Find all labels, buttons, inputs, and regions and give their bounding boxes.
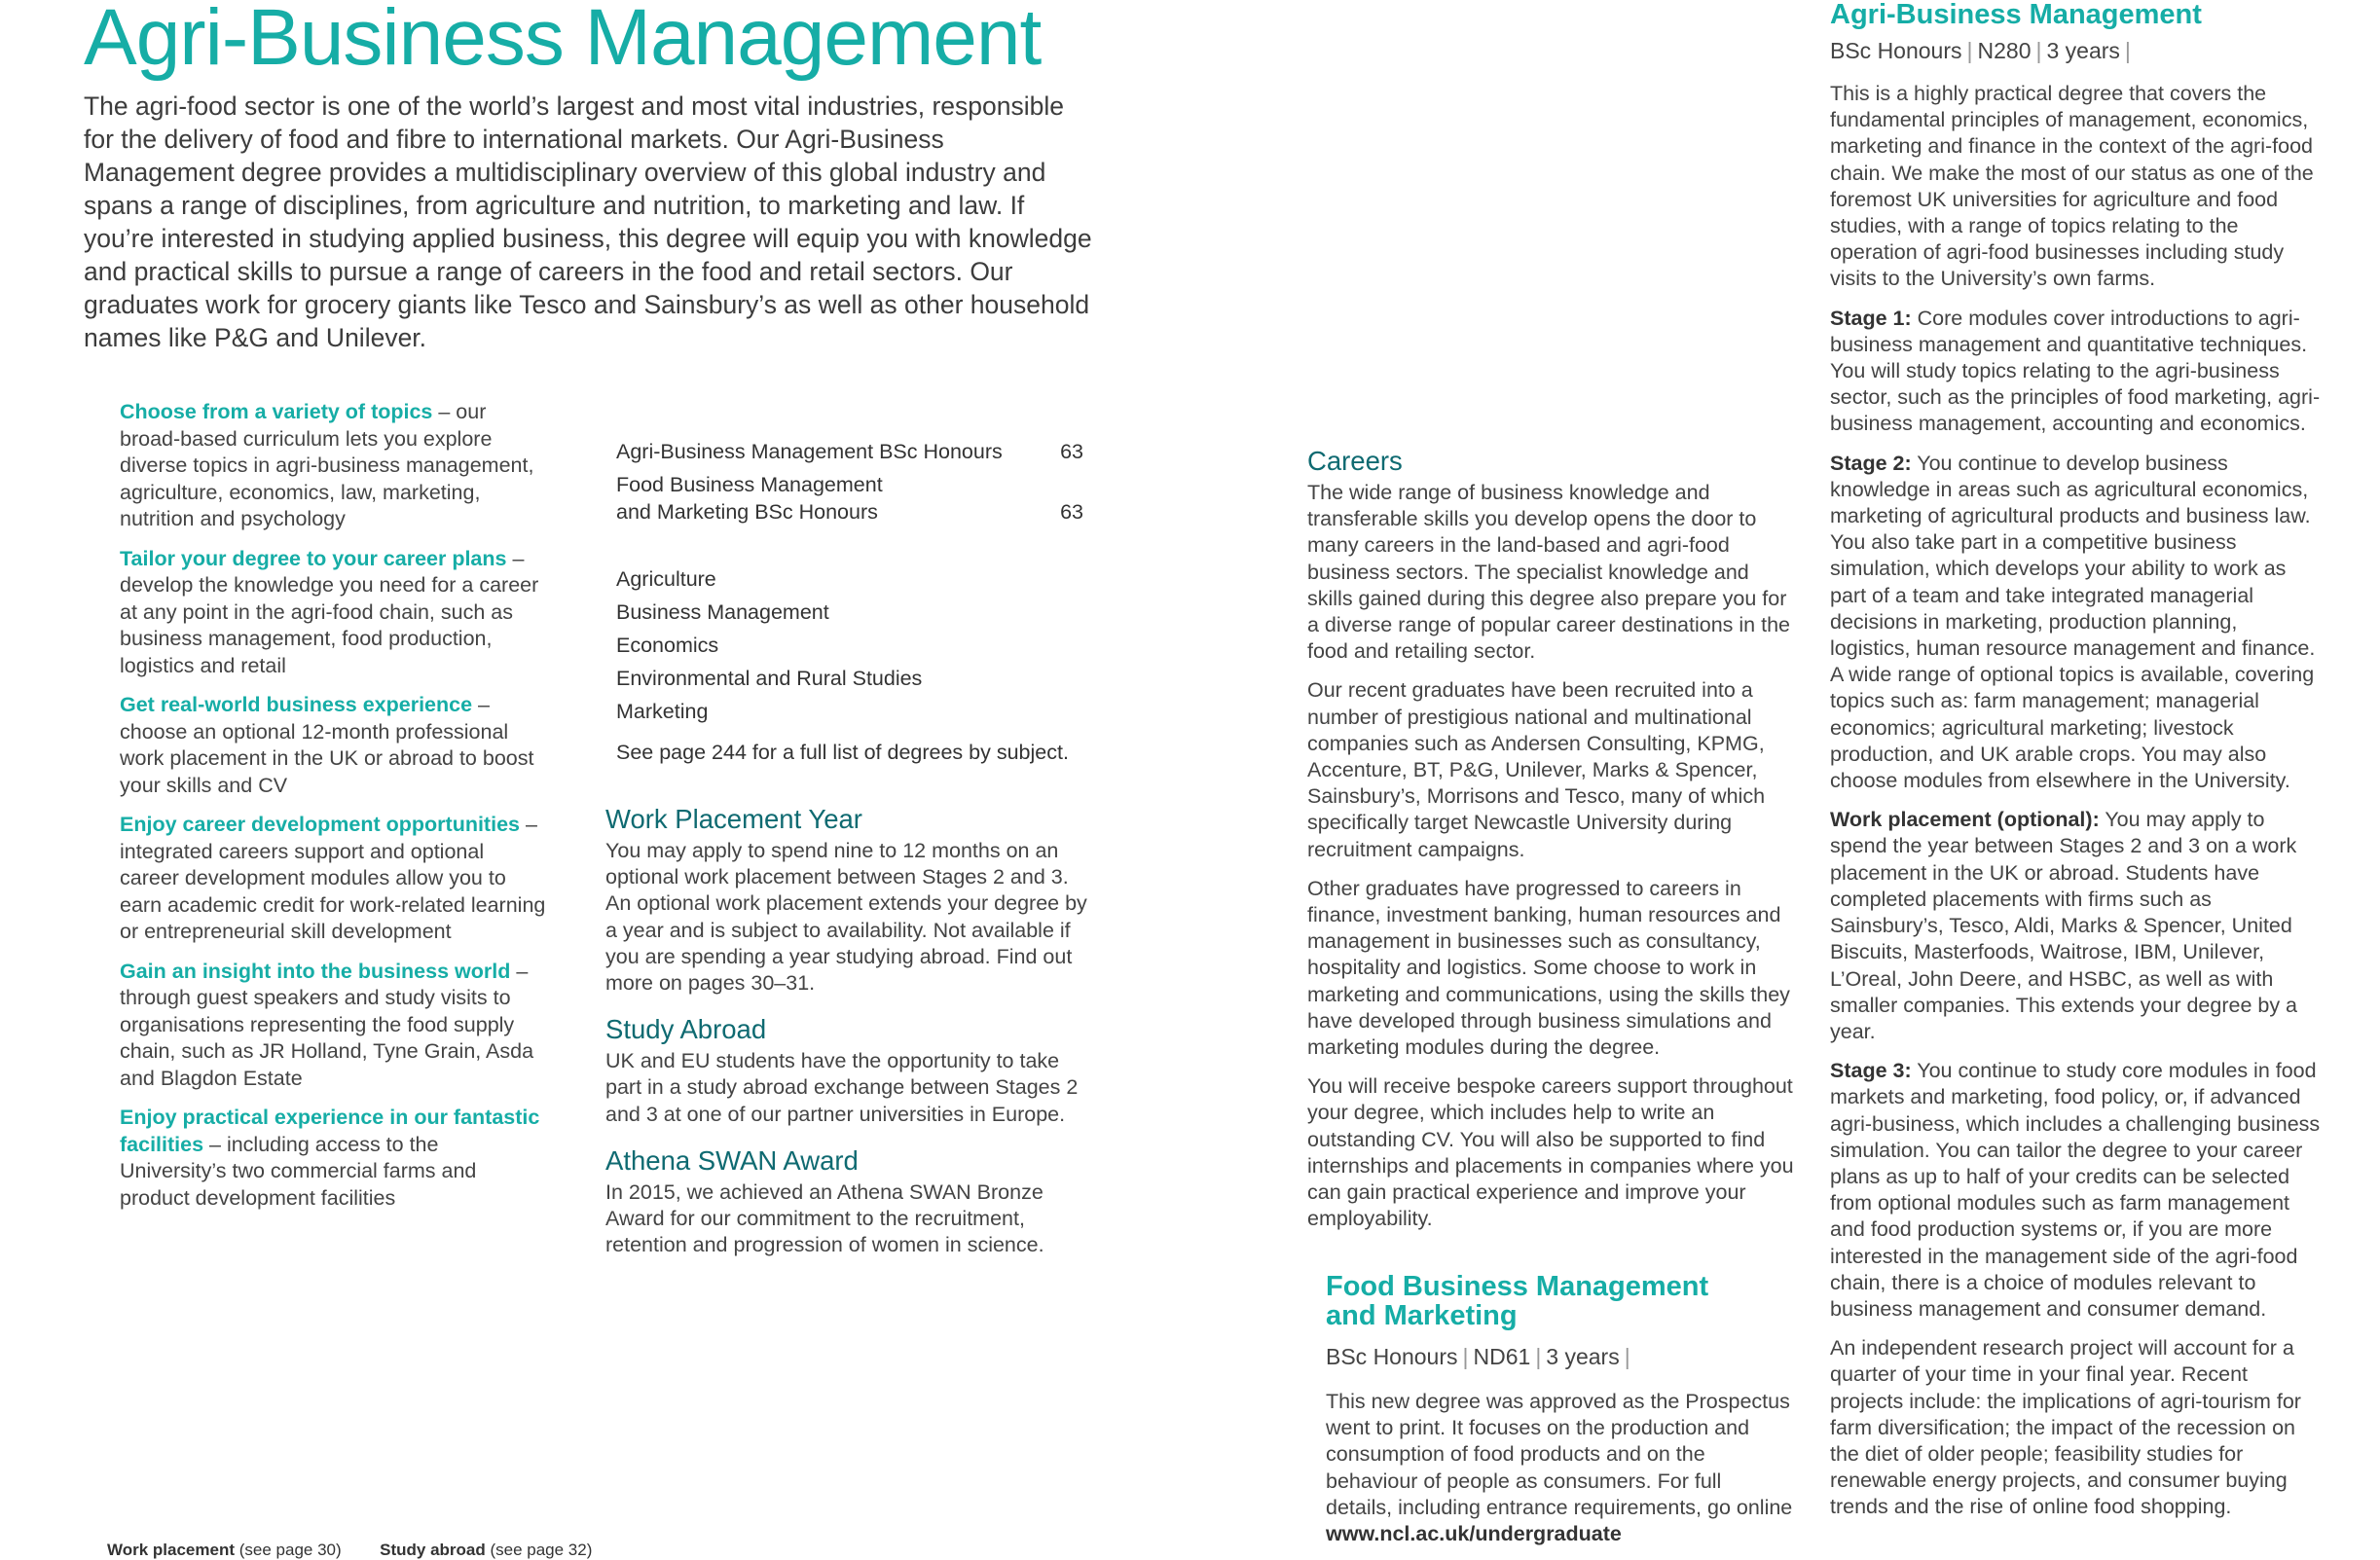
course-code: N280 — [1977, 38, 2032, 63]
subjects-note: See page 244 for a full list of degrees by subject. — [616, 741, 1069, 764]
athena-text: In 2015, we achieved an Athena SWAN Bronze Award for our commitment to the recruitment, retention and progression of women in science. — [605, 1179, 1044, 1257]
feature-text: – our broad-based curriculum lets you explore diverse topics in agri-business management, agriculture, economics, law, marketing, nutrition and psychology — [120, 400, 534, 530]
subject-item[interactable]: Business Management — [616, 600, 829, 624]
page-title: Agri-Business Management — [84, 0, 1042, 82]
feature-item — [120, 959, 548, 1093]
middle-sections — [605, 803, 1092, 1258]
careers-heading: Careers — [1307, 446, 1403, 476]
feature-item — [120, 1105, 548, 1212]
careers-paragraph: The wide range of business knowledge and transferable skills you develop opens the door to many careers in the land-based and agri-food business sectors. The specialist knowledge and skills gained during this degree also prepare you for a diverse range of popular career destinations in the food and retailing sector. — [1307, 481, 1791, 664]
undergraduate-link[interactable]: www.ncl.ac.uk/undergraduate — [1326, 1522, 1622, 1546]
study-abroad-heading: Study Abroad — [605, 1014, 767, 1045]
feature-item — [120, 812, 548, 946]
careers-paragraph: You will receive bespoke careers support throughout your degree, which includes help to write an outstanding CV. You will also be supported to find internships and placements in companies where you can gain practical experience and improve your employability. — [1307, 1074, 1794, 1231]
feature-heading: Choose from a variety of topics — [120, 400, 433, 423]
athena-heading: Athena SWAN Award — [605, 1144, 859, 1176]
award: BSc Honours — [1830, 38, 1962, 63]
duration: 3 years — [1546, 1344, 1620, 1369]
award: BSc Honours — [1326, 1344, 1458, 1369]
intro-paragraph: The agri-food sector is one of the world’s largest and most vital industries, responsible for the delivery of food and fibre to international markets. Our Agri-Business Management degree provides a multidisciplinary overview of this global industry and spans a range of disciplines, from agriculture and nutrition, to marketing and law. If you’re interested in studying applied business, this degree will equip you with knowledge and practical skills to pursue a range of careers in the food and retail sectors. Our graduates work for grocery giants like Tesco and Sainsbury’s as well as other household names like P&G and Unilever. — [84, 91, 1092, 352]
footer-work-ref: (see page 30) — [235, 1541, 342, 1559]
feature-text: – develop the knowledge you need for a career at any point in the agri-food chain, such as business management, food production, logistics and retail — [120, 546, 539, 677]
study-abroad-text: UK and EU students have the opportunity to take part in a study abroad exchange between Stages 2 and 3 at one of our partner universities in Europe. — [605, 1049, 1079, 1126]
subject-item[interactable]: Economics — [616, 634, 719, 657]
stage-3: Stage 3: You continue to study core modules in food markets and marketing, food policy, or, if advanced agri-business, which includes a challenging business simulation. You can tailor the degree to your career plans as up to half of your credits can be selected from optional modules such as farm management and food production systems or, if you are more interested in the management side of the agri-food chain, there is a choice of modules relevant to business management and consumer demand. — [1830, 1059, 2321, 1321]
feature-heading: Tailor your degree to your career plans — [120, 546, 507, 570]
agri-business-section — [1830, 0, 2322, 1534]
feature-text: – through guest speakers and study visits to organisations representing the food supply chain, such as JR Holland, Tyne Grain, Asda and Blagdon Estate — [120, 959, 534, 1090]
work-placement-heading: Work Placement Year — [605, 804, 862, 834]
course-code: ND61 — [1473, 1344, 1531, 1369]
subject-item[interactable]: Environmental and Rural Studies — [616, 667, 923, 690]
agri-business-title: Agri-Business Management — [1830, 0, 2202, 30]
subjects-list — [616, 562, 1103, 769]
food-business-text: This new degree was approved as the Prospectus went to print. It focuses on the production and consumption of food products and on the behaviour of people as consumers. For full details, including entrance requirements, go online www.ncl.ac.uk/undergraduate — [1326, 1390, 1793, 1546]
agri-business-meta: BSc Honours | N280 | 3 years | — [1830, 38, 2131, 63]
degree-row[interactable] — [616, 468, 1083, 528]
features-list — [120, 399, 548, 1224]
food-business-title: Food Business Management and Marketing — [1326, 1271, 1709, 1331]
feature-text: – choose an optional 12-month professional work placement in the UK or abroad to boost your skills and CV — [120, 693, 534, 797]
feature-text: – including access to the University’s two commercial farms and product development facilities — [120, 1132, 477, 1210]
stage-1: Stage 1: Core modules cover introductions to agri-business management and quantitative techniques. You will study topics relating to the agri-business sector, such as the principles of food marketing, agri-business management, accounting and economics. — [1830, 306, 2321, 436]
page-footer — [107, 1541, 592, 1560]
footer-abroad-label[interactable]: Study abroad — [380, 1541, 486, 1559]
degree-name: Agri-Business Management BSc Honours — [616, 440, 1003, 463]
careers-paragraph: Other graduates have progressed to careers in finance, investment banking, human resources and management in businesses such as consultancy, hospitality and logistics. Some choose to work in marketing and communications, using the skills they have developed through business simulations and marketing modules during the degree. — [1307, 876, 1790, 1060]
stage-2: Stage 2: You continue to develop business knowledge in areas such as agricultural economics, marketing of agricultural products and business law. You also take part in a competitive business simulation, which develops your ability to work as part of a team and take integrated managerial decisions in marketing, production planning, logistics, human resource management and finance. A wide range of optional topics is available, covering topics such as: farm management; managerial economics; agricultural marketing; livestock production, and UK arable crops. You may also choose modules from elsewhere in the University. — [1830, 451, 2316, 793]
feature-heading: Get real-world business experience — [120, 693, 473, 716]
feature-heading: Enjoy practical experience in our fantastic facilities — [120, 1106, 540, 1156]
feature-heading: Enjoy career development opportunities — [120, 813, 520, 836]
work-placement-optional: Work placement (optional): You may apply to spend the year between Stages 2 and 3 on a work placement in the UK or abroad. Students have completed placements with firms such as Sainsbury’s, Tesco, Aldi, Marks & Spencer, United Biscuits, Masterfoods, Waitrose, IBM, Unilever, L’Oreal, John Deere, and HSBC, as well as with smaller companies. This extends your degree by a year. — [1830, 808, 2298, 1043]
duration: 3 years — [2046, 38, 2120, 63]
subject-item[interactable]: Agriculture — [616, 567, 716, 591]
degree-page: 63 — [1060, 500, 1083, 524]
footer-work-label[interactable]: Work placement — [107, 1541, 236, 1559]
work-placement-text: You may apply to spend nine to 12 months on an optional work placement between Stages 2 and 3. An optional work placement extends your degree by a year and is subject to availability. Not available if you are spending a year studying abroad. Find out more on pages 30–31. — [605, 839, 1087, 996]
degrees-list — [616, 435, 1083, 528]
degree-page: 63 — [1060, 440, 1083, 463]
careers-paragraph: Our recent graduates have been recruited into a number of prestigious national and multinational companies such as Andersen Consulting, KPMG, Accenture, BT, P&G, Unilever, Marks & Spencer, Sainsbury’s, Morrisons and Tesco, many of which specifically target Newcastle University during recruitment campaigns. — [1307, 678, 1766, 861]
agri-business-intro: This is a highly practical degree that covers the fundamental principles of management, economics, marketing and finance in the context of the agri-food chain. We make the most of our status as one of the foremost UK universities for agriculture and food studies, with a range of topics relating to the operation of agri-food businesses including study visits to the University’s own farms. — [1830, 82, 2314, 291]
food-business-meta: BSc Honours | ND61 | 3 years | — [1326, 1344, 1630, 1369]
feature-text: – integrated careers support and optional career development modules allow you to earn academic credit for work-related learning or entrepreneurial skill development — [120, 813, 546, 943]
feature-item — [120, 399, 548, 533]
research-project: An independent research project will account for a quarter of your time in your final year. Recent projects include: the implications of agri-tourism for farm diversification; the impact of the recession on the diet of older people; feasibility studies for renewable energy projects, and consumer buying trends and the rise of online food shopping. — [1830, 1336, 2301, 1519]
feature-item — [120, 546, 548, 680]
feature-item — [120, 692, 548, 799]
degree-name: and Marketing BSc Honours — [616, 500, 878, 524]
degree-name: Food Business Management — [616, 473, 883, 496]
footer-abroad-ref: (see page 32) — [485, 1541, 593, 1559]
degree-row[interactable] — [616, 435, 1083, 468]
feature-heading: Gain an insight into the business world — [120, 959, 511, 983]
food-business-section — [1326, 1272, 1793, 1547]
subject-item[interactable]: Marketing — [616, 700, 709, 723]
careers-section — [1307, 445, 1799, 1245]
